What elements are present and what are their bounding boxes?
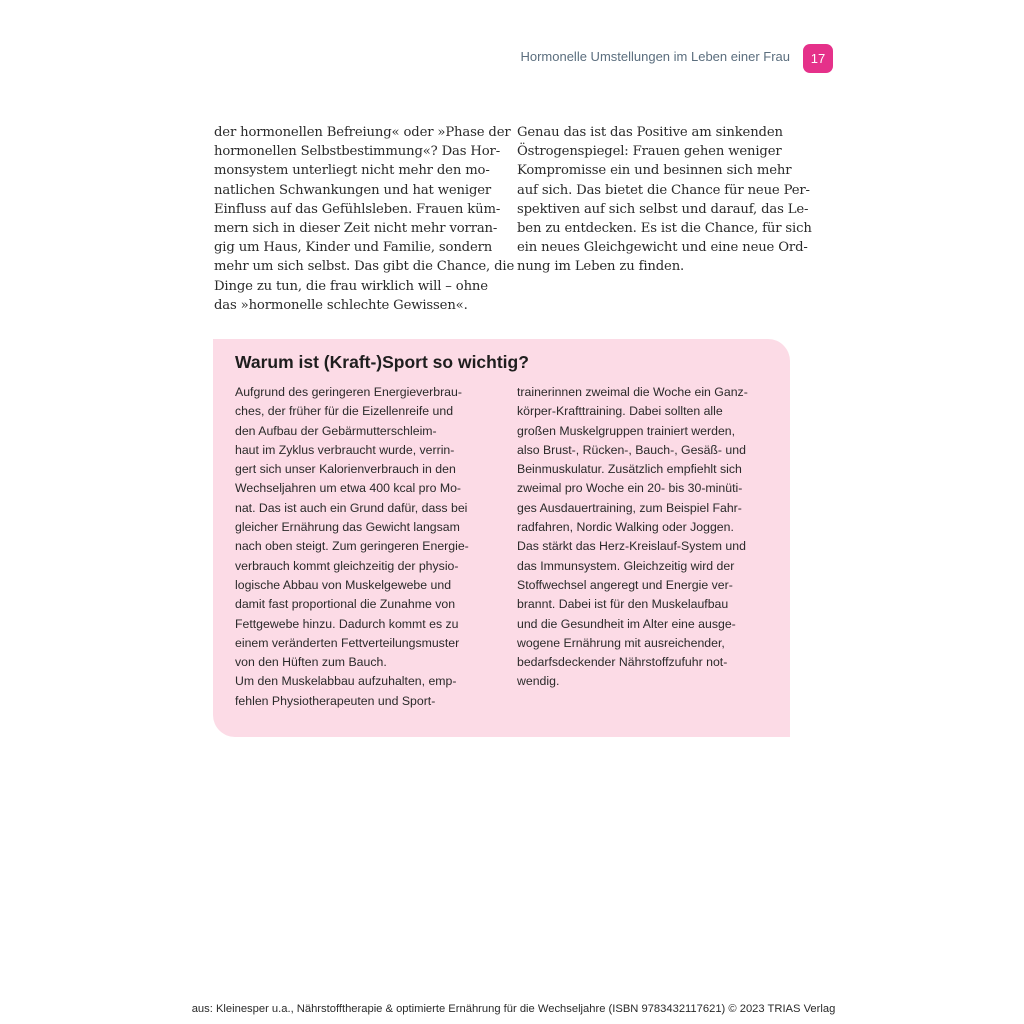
text-line: Beinmuskulatur. Zusätzlich empfiehlt sich [517, 462, 742, 477]
text-line: ein neues Gleichgewicht und eine neue Ord- [517, 240, 808, 256]
text-line: trainerinnen zweimal die Woche ein Ganz- [517, 385, 748, 399]
text-line: Das stärkt das Herz-Kreislauf-System und [517, 539, 746, 554]
info-box-column-right [517, 383, 787, 692]
text-line: das »hormonelle schlechte Gewissen«. [214, 297, 468, 313]
text-line: Aufgrund des geringeren Energieverbrau- [235, 385, 462, 399]
text-line: mern sich in dieser Zeit nicht mehr vorran- [214, 221, 498, 237]
text-line: Fettgewebe hinzu. Dadurch kommt es zu [235, 616, 459, 631]
text-line: Östrogenspiegel: Frauen gehen weniger [517, 144, 782, 160]
text-line: brannt. Dabei ist für den Muskelaufbau [517, 597, 729, 612]
text-line: großen Muskelgruppen trainiert werden, [517, 423, 736, 438]
text-line: spektiven auf sich selbst und darauf, das Le- [517, 201, 809, 217]
page-number-badge: 17 [803, 44, 833, 73]
text-line: gleicher Ernährung das Gewicht langsam [235, 520, 460, 535]
text-line: gert sich unser Kalorienverbrauch in den [235, 462, 456, 477]
text-line: das Immunsystem. Gleichzeitig wird der [517, 558, 735, 573]
text-line: radfahren, Nordic Walking oder Joggen. [517, 520, 734, 535]
text-line: Um den Muskelabbau aufzuhalten, emp- [235, 674, 457, 689]
text-line: einem veränderten Fettverteilungsmuster [235, 635, 460, 650]
text-line: Wechseljahren um etwa 400 kcal pro Mo- [235, 481, 462, 496]
body-column-right [517, 123, 812, 277]
text-line: also Brust-, Rücken-, Bauch-, Gesäß- und [517, 442, 746, 457]
body-column-left [214, 123, 515, 315]
text-line: ges Ausdauertraining, zum Beispiel Fahr- [517, 500, 742, 515]
text-line: mehr um sich selbst. Das gibt die Chance, die [214, 259, 515, 275]
text-line: hormonellen Selbstbestimmung«? Das Hor- [214, 144, 501, 160]
text-line: von den Hüften zum Bauch. [235, 655, 387, 670]
text-line: wogene Ernährung mit ausreichender, [517, 635, 725, 650]
text-line: nung im Leben zu finden. [517, 259, 685, 275]
text-line: fehlen Physiotherapeuten und Sport- [235, 693, 436, 708]
info-box-column-left [235, 383, 505, 711]
text-line: Genau das ist das Positive am sinkenden [517, 125, 783, 140]
text-line: nach oben steigt. Zum geringeren Energie- [235, 539, 469, 554]
source-footer: aus: Kleinesper u.a., Nährstofftherapie & optimierte Ernährung für die Wechseljahre (ISBN 9783432117621) © 2023 TRIAS Verlag [191, 1003, 836, 1015]
text-line: logische Abbau von Muskelgewebe und [235, 577, 452, 592]
info-box-title: Warum ist (Kraft-)Sport so wichtig? [235, 352, 529, 372]
text-line: körper-Krafttraining. Dabei sollten alle [517, 404, 723, 419]
text-line: den Aufbau der Gebärmutterschleim- [235, 423, 437, 438]
running-title: Hormonelle Umstellungen im Leben einer Frau [520, 49, 790, 64]
text-line: der hormonellen Befreiung« oder »Phase der [214, 125, 511, 140]
text-line: bedarfsdeckender Nährstoffzufuhr not- [517, 655, 728, 670]
text-line: auf sich. Das bietet die Chance für neue Per- [517, 182, 810, 198]
text-line: haut im Zyklus verbraucht wurde, verrin- [235, 442, 455, 457]
text-line: Stoffwechsel angeregt und Energie ver- [517, 577, 733, 592]
text-line: zweimal pro Woche ein 20- bis 30-minüti- [517, 481, 743, 496]
info-box [213, 339, 790, 737]
text-line: Dinge zu tun, die frau wirklich will – ohne [214, 278, 488, 294]
text-line: wendig. [517, 674, 560, 689]
text-line: Kompromisse ein und besinnen sich mehr [517, 163, 792, 179]
text-line: nat. Das ist auch ein Grund dafür, dass bei [235, 500, 468, 515]
text-line: gig um Haus, Kinder und Familie, sondern [214, 240, 493, 256]
text-line: verbrauch kommt gleichzeitig der physio- [235, 558, 459, 573]
text-line: damit fast proportional die Zunahme von [235, 597, 456, 612]
text-line: Einfluss auf das Gefühlsleben. Frauen küm- [214, 201, 501, 217]
text-line: ben zu entdecken. Es ist die Chance, für sich [517, 221, 812, 237]
text-line: natlichen Schwankungen und hat weniger [214, 182, 492, 198]
text-line: und die Gesundheit im Alter eine ausge- [517, 616, 736, 631]
text-line: monsystem unterliegt nicht mehr den mo- [214, 163, 490, 179]
text-line: ches, der früher für die Eizellenreife und [235, 404, 454, 419]
